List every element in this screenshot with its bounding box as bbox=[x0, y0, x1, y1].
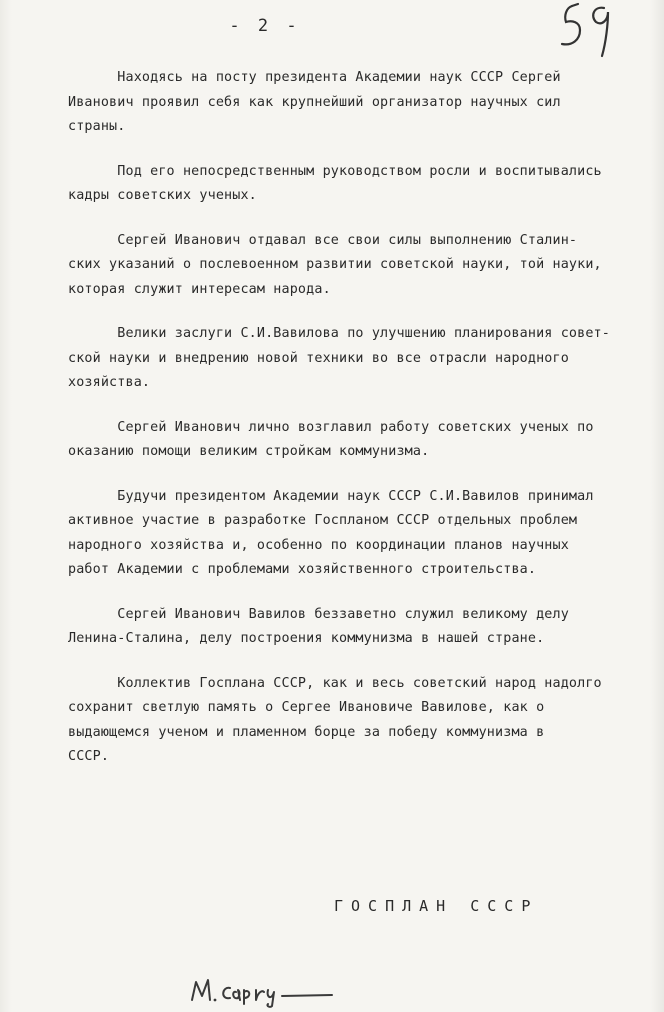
text-line: хозяйства. bbox=[68, 375, 151, 390]
text-line: Коллектив Госплана СССР, как и весь советский народ надолго bbox=[68, 675, 602, 691]
paragraph bbox=[68, 229, 658, 303]
text-line: страны. bbox=[68, 119, 126, 134]
text-line: народного хозяйства и, особенно по координации планов научных bbox=[68, 537, 569, 553]
text-line: Ленина-Сталина, делу построения коммунизма в нашей стране. bbox=[68, 631, 545, 646]
paragraph bbox=[68, 672, 658, 770]
paragraph bbox=[68, 416, 658, 465]
paragraph bbox=[68, 603, 658, 652]
text-line: кадры советских ученых. bbox=[68, 188, 257, 203]
text-line: Велики заслуги С.И.Вавилова по улучшению планирования совет- bbox=[68, 326, 610, 341]
text-line: Сергей Иванович лично возглавил работу советских ученых по bbox=[68, 419, 594, 435]
text-line: сохранит светлую память о Сергее Ивановиче Вавилове, как о bbox=[68, 700, 545, 715]
text-line: Находясь на посту президента Академии наук СССР Сергей bbox=[68, 70, 561, 85]
text-line: ских указаний о послевоенном развитии советской науки, той науки, bbox=[68, 257, 602, 272]
text-line: СССР. bbox=[68, 749, 110, 764]
paragraph bbox=[68, 322, 658, 396]
text-line: Сергей Иванович отдавал все свои силы выполнению Сталин- bbox=[68, 232, 578, 248]
text-line: Иванович проявил себя как крупнейший организатор научных сил bbox=[68, 94, 561, 110]
text-line: ской науки и внедрению новой техники во все отрасли народного bbox=[68, 350, 569, 366]
page-number: - 2 - bbox=[229, 16, 301, 36]
text-line: выдающемся ученом и пламенном борце за победу коммунизма в bbox=[68, 724, 545, 740]
paragraph bbox=[68, 66, 658, 140]
text-line: активное участие в разработке Госпланом СССР отдельных проблем bbox=[68, 513, 578, 528]
signature-organization: ГОСПЛАН СССР bbox=[334, 897, 539, 915]
text-line: оказанию помощи великим стройкам коммунизма. bbox=[68, 444, 430, 459]
archive-number-handwritten bbox=[558, 0, 638, 58]
handwritten-signature bbox=[186, 970, 336, 1010]
text-line: работ Академии с проблемами хозяйственного строительства. bbox=[68, 562, 537, 577]
letter-body bbox=[68, 66, 658, 790]
paragraph bbox=[68, 485, 658, 583]
text-line: Будучи президентом Академии наук СССР С.И.Вавилов принимал bbox=[68, 488, 594, 504]
text-line: которая служит интересам народа. bbox=[68, 281, 331, 297]
text-line: Сергей Иванович Вавилов беззаветно служил великому делу bbox=[68, 606, 569, 622]
paragraph bbox=[68, 160, 658, 209]
text-line: Под его непосредственным руководством росли и воспитывались bbox=[68, 163, 602, 179]
